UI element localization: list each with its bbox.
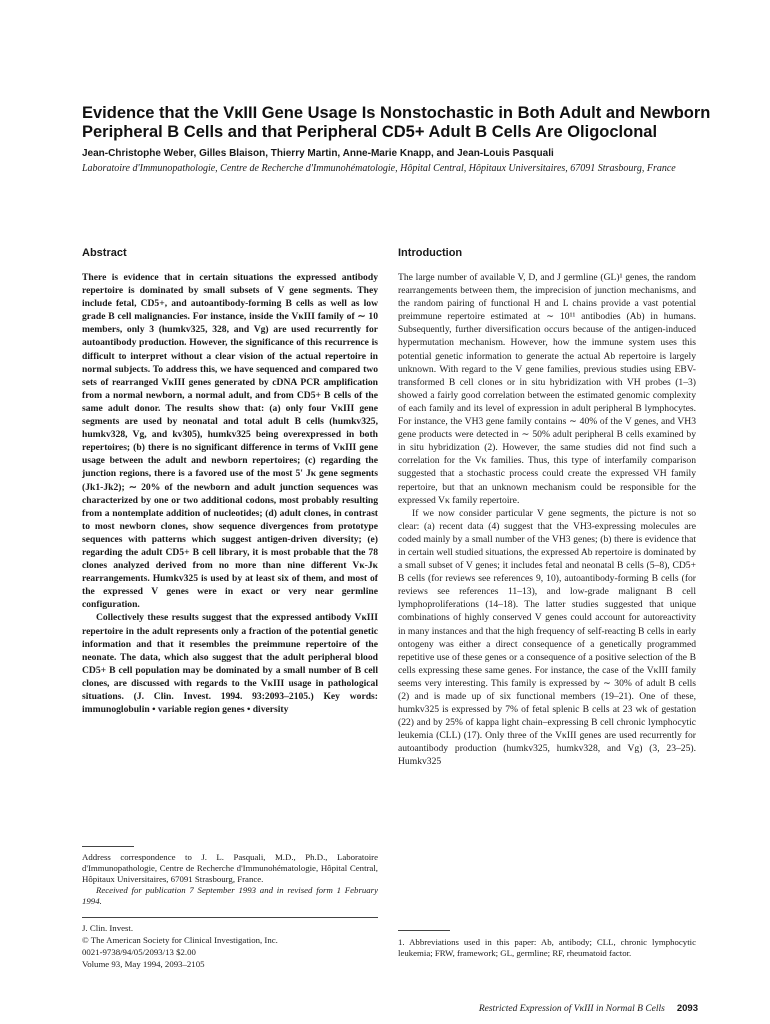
correspondence-address: Address correspondence to J. L. Pasquali, M.D., Ph.D., Laboratoire d'Immunopathologie, Centre de Recherche d'Immunohématologie, Hôpital Central, Hôpitaux Universitaires, 67091 Strasbourg, France. — [82, 852, 378, 884]
author-list: Jean-Christophe Weber, Gilles Blaison, Thierry Martin, Anne-Marie Knapp, and Jean-Louis Pasquali — [82, 148, 554, 159]
footnote-divider — [82, 846, 134, 847]
abstract-paragraph: There is evidence that in certain situations the expressed antibody repertoire is dominated by small subsets of V gene segments. They include fetal, CD5+, and autoantibody-forming B cells as well as low grade B cell malignancies. For instance, inside the VκIII family of ∼ 10 members, only 3 (humkv325, 328, and Vg) are used recurrently for autoantibody production. However, the significance of this recurrence is difficult to interpret without a clear vision of the actual repertoire in normal subjects. To address this, we have sequenced and compared two sets of rearranged VκIII genes generated by cDNA PCR amplification from a normal newborn, a normal adult, and from CD5+ B cells of the same adult donor. The results show that: (a) only four VκIII gene segments are used by neonatal and total adult B cells (humkv325, humkv328, Vg, and kv305), humkv325 being overexpressed in both repertoires; (b) there is no significant difference in terms of VκIII gene usage between the adult and newborn repertoires; (c) regarding the junction regions, there is a favored use of the most 5' Jκ gene segments (Jk1-Jk2); ∼ 20% of the newborn and adult junction sequences was characterized by one or two additional codons, most probably resulting from a nontemplate addition of nucleotides; (d) adult clones, in contrast to most newborn clones, show sequence divergences from prototype sequences with patterns which suggest antigen-driven diversity; (e) regarding the adult CD5+ B cell library, it is most probable that the 78 clones analyzed derived from no more than nine different Vκ-Jκ rearrangements. Humkv325 is used by at least six of them, and most of the expressed V genes were in exact or very near germline configuration. — [82, 272, 378, 611]
correspondence-note — [82, 852, 378, 907]
copyright-line: © The American Society for Clinical Investigation, Inc. — [82, 935, 278, 945]
intro-paragraph: If we now consider particular V gene segments, the picture is not so clear: (a) recent data (4) suggest that the VH3-expressing molecules are coded mainly by a small number of the VH3 genes; (b) there is evidence that in certain well studied situations, the expressed Ab repertoire is dominated by a small subset of V genes; it includes fetal and neonatal B cells (5–8), CD5+ B cells (for reviews see references 9, 10), autoantibody-forming B cells (for reviews see references 11–13), and low-grade malignant B cell lymphoproliferations (14–18). The latter studies suggested that unique combinations of highly conserved V genes could account for autoreactivity in many instances and that the high frequency of self-reacting B cells in early ontogeny was either a direct consequence of a genetically programmed repetitive use of these genes or a consequence of a positive selection of the B cells expressing these same genes. For instance, the case of the VκIII family seems very interesting. This family is expressed by ∼ 30% of adult B cells (2) and is made up of six functional members (19–21). One of these, humkv325 is expressed by 7% of fetal splenic B cells at 23 wk of gestation (22) and by 25% of kappa light chain–expressing B cell chronic lymphocytic leukemia (CLL) (17). Only three of the VκIII genes are used recurrently for autoantibody production (humkv325, humkv328, and Vg) (3, 23–25). Humkv325 — [398, 507, 696, 768]
introduction-heading: Introduction — [398, 247, 463, 259]
volume-line: Volume 93, May 1994, 2093–2105 — [82, 959, 205, 969]
intro-paragraph: The large number of available V, D, and J germline (GL)¹ genes, the random rearrangements between them, the imprecision of junction mechanisms, and the random pairing of functional H and L chains provide a vast potential preimmune repertoire estimated at ∼ 10¹¹ antibodies (Ab) in humans. Subsequently, further diversification occurs because of the antigen-induced hypermutation mechanism. However, how the immune system uses this potential genetic information to generate the actual Ab repertoire is largely unknown. With regard to the V gene families, previous studies using EBV-transformed B cell clones or in situ hybridization with VH probes (1–3) showed a fairly good correlation between the estimated genomic complexity of each family and its level of expression in adult peripheral B lymphocytes. For instance, the VH3 gene family contains ∼ 40% of the V genes, and VH3 gene products were detected in ∼ 50% adult peripheral B cells examined by in situ hybridization (2). However, the same studies did not find such a correlation for the Vκ families. Thus, this type of interfamily comparison suggested that a stochastic process could create the expressed VH family repertoire, but that an unknown mechanism could be responsible for the expressed Vκ family repertoire. — [398, 272, 696, 506]
page-number: 2093 — [676, 1003, 698, 1014]
abstract-heading: Abstract — [82, 247, 127, 259]
paper-title: Evidence that the VκIII Gene Usage Is Nonstochastic in Both Adult and Newborn Peripheral B Cells and that Peripheral CD5+ Adult B Cells Are Oligoclonal — [82, 104, 711, 141]
journal-info-divider — [82, 917, 378, 918]
page-footer — [479, 1003, 698, 1014]
footnote-divider — [398, 930, 450, 931]
abbreviations-footnote: 1. Abbreviations used in this paper: Ab, antibody; CLL, chronic lymphocytic leukemia; FRW, framework; GL, germline; RF, rheumatoid factor. — [398, 937, 696, 958]
running-title: Restricted Expression of VκIII in Normal B Cells — [478, 1004, 665, 1014]
abstract-paragraph: Collectively these results suggest that the expressed antibody VκIII repertoire in the adult represents only a fraction of the potential genetic information and that it resembles the preimmune repertoire of the neonate. The data, which also suggest that the adult peripheral blood CD5+ B cell population may be dominated by a small number of B cell clones, are discussed with regards to the VκIII usage in pathological situations. (J. Clin. Invest. 1994. 93:2093–2105.) Key words: immunoglobulin • variable region genes • diversity — [82, 612, 378, 716]
journal-info — [82, 922, 378, 970]
issn-line: 0021-9738/94/05/2093/13 $2.00 — [82, 947, 196, 957]
abstract-body — [82, 271, 378, 716]
received-date: Received for publication 7 September 1993 and in revised form 1 February 1994. — [82, 885, 378, 906]
affiliation: Laboratoire d'Immunopathologie, Centre de Recherche d'Immunohématologie, Hôpital Central, Hôpitaux Universitaires, 67091 Strasbourg, France — [82, 163, 676, 174]
introduction-body — [398, 271, 696, 769]
journal-name: J. Clin. Invest. — [82, 923, 134, 933]
